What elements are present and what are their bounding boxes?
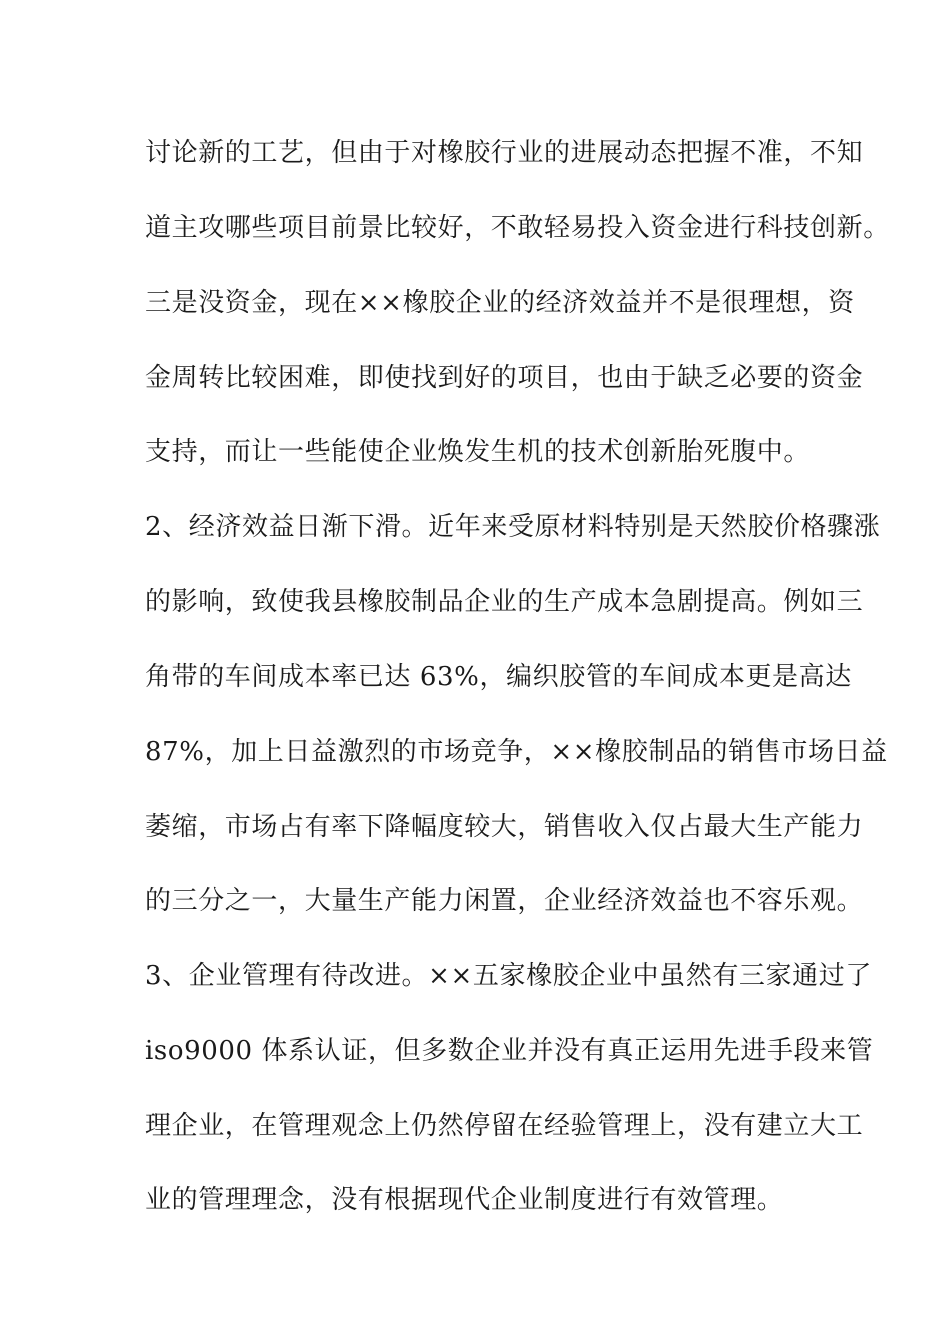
text-line: 的三分之一，大量生产能力闲置，企业经济效益也不容乐观。	[145, 886, 864, 916]
text-line: 理企业，在管理观念上仍然停留在经验管理上，没有建立大工	[145, 1111, 864, 1141]
text-line: iso9000 体系认证，但多数企业并没有真正运用先进手段来管	[145, 1036, 874, 1066]
text-line: 金周转比较困难，即使找到好的项目，也由于缺乏必要的资金	[145, 363, 864, 393]
text-line: 业的管理理念，没有根据现代企业制度进行有效管理。	[145, 1185, 784, 1215]
text-line: 三是没资金，现在××橡胶企业的经济效益并不是很理想，资	[145, 288, 855, 318]
text-line: 87%，加上日益激烈的市场竞争，××橡胶制品的销售市场日益	[145, 737, 888, 767]
text-line: 的影响，致使我县橡胶制品企业的生产成本急剧提高。例如三	[145, 587, 864, 617]
text-line: 支持，而让一些能使企业焕发生机的技术创新胎死腹中。	[145, 437, 811, 467]
text-line: 3、企业管理有待改进。××五家橡胶企业中虽然有三家通过了	[145, 961, 872, 991]
text-line: 2、经济效益日渐下滑。近年来受原材料特别是天然胶价格骤涨	[145, 512, 881, 542]
text-line: 角带的车间成本率已达 63%，编织胶管的车间成本更是高达	[145, 662, 852, 692]
text-line: 道主攻哪些项目前景比较好，不敢轻易投入资金进行科技创新。	[145, 213, 890, 243]
text-line: 萎缩，市场占有率下降幅度较大，销售收入仅占最大生产能力	[145, 812, 864, 842]
text-line: 讨论新的工艺，但由于对橡胶行业的进展动态把握不准，不知	[145, 138, 864, 168]
